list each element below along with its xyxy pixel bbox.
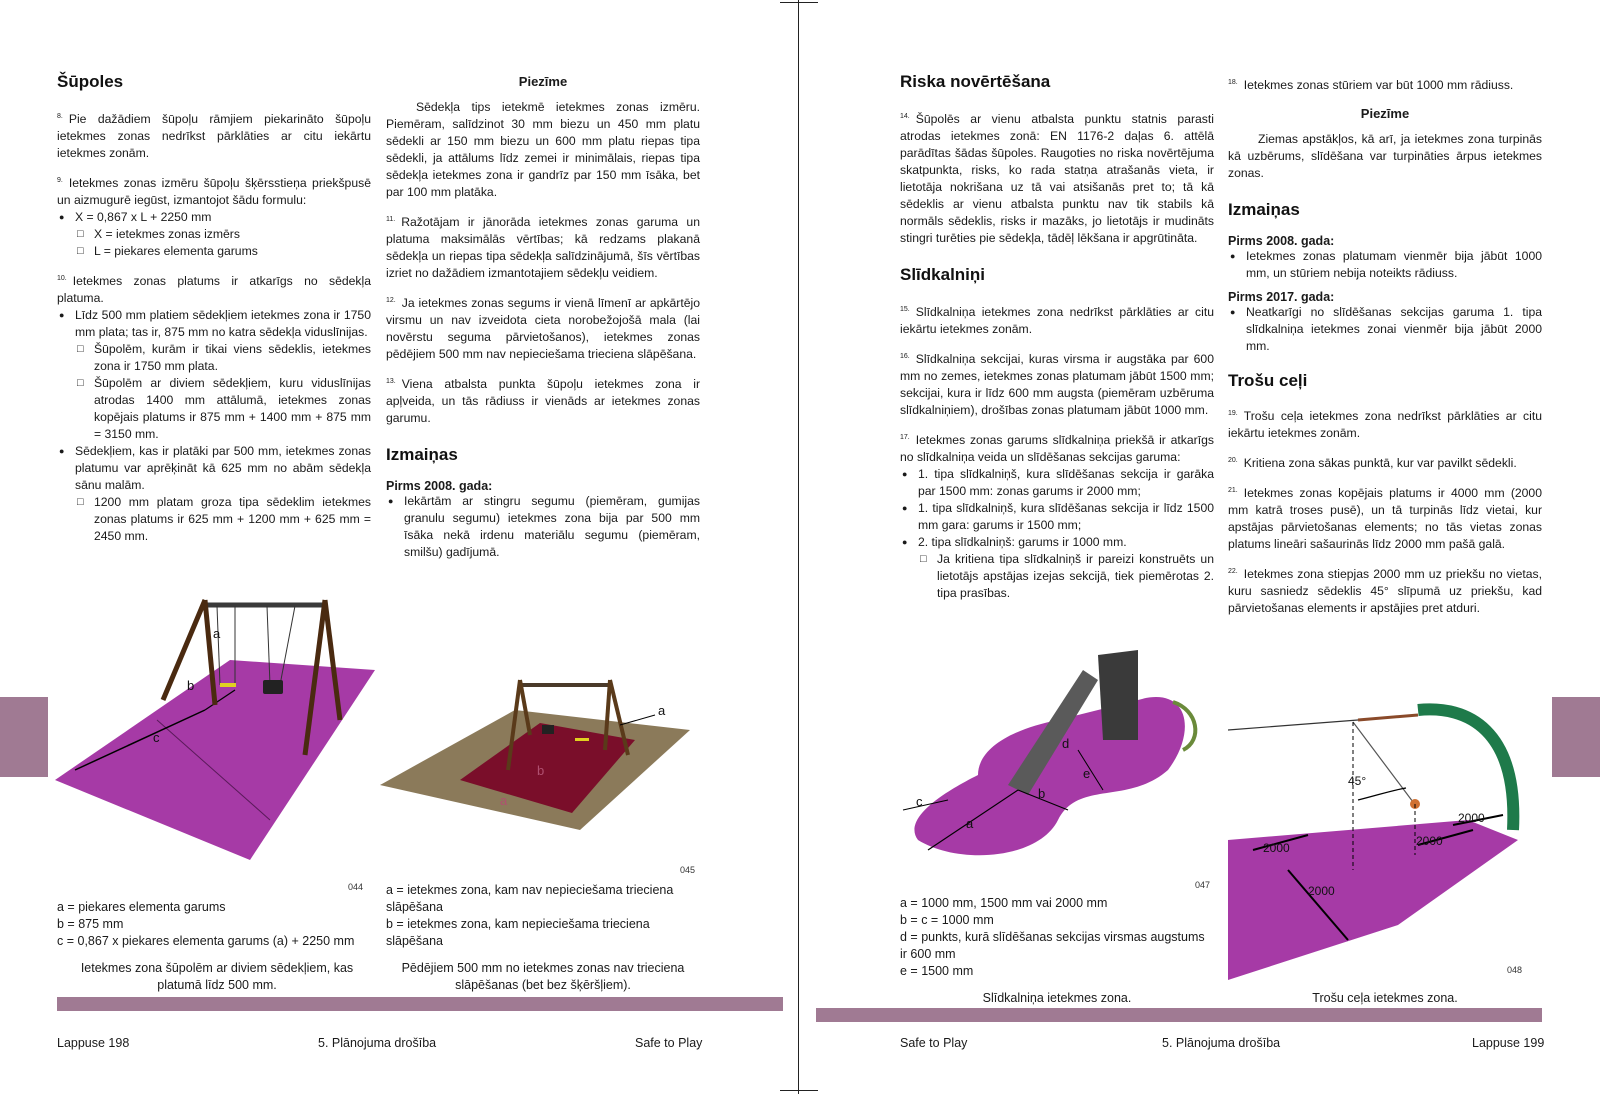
paragraph-9: $^{9.}$ Ietekmes zonas izmēru šūpoļu šķērsstieņa priekšpusē un aizmugurē iegūst, izmantojot šādu formulu: [57,176,371,208]
right-thumb-tab [1552,697,1600,777]
figure-045-swing-sand [380,665,700,865]
label-a-2: a [500,793,508,808]
crop-mark-bottom [780,1090,818,1091]
heading-slides: Slīdkalniņi [900,265,986,285]
figure-044-number: 044 [348,882,364,892]
figure-047-slide [898,630,1218,870]
cradle-seat [263,680,283,694]
change-1: ● Ietekmes zonas platumam vienmēr bija jābūt 1000 mm, un stūriem nebija noteikts rādiuss. [1228,248,1542,282]
figure-047-number: 047 [1195,880,1211,890]
figure-044-legend [57,899,377,950]
paragraph-18: $^{18.}$ Ietekmes zonas stūriem var būt 1000 mm rādiuss. [1228,78,1514,93]
heading-cable: Trošu ceļi [1228,371,1308,391]
bullet-2-sub-1: □ 1200 mm platam groza tipa sēdeklim ietekmes zonas platums ir 625 mm + 1200 mm + 625 mm = 2450 mm. [57,494,371,545]
cradle-seat [542,725,554,734]
spring [1358,715,1418,720]
paragraph-17: $^{17.}$ Ietekmes zonas garums slīdkalniņa priekšā ir atkarīgs no slīdkalniņa veida un slīdēšanas sekcijas garuma: [900,433,1214,465]
left-col1 [57,72,371,545]
slide-tower [1098,650,1138,740]
paragraph-19: $^{19.}$ Trošu ceļa ietekmes zona nedrīkst pārklāties ar citu iekārtu ietekmes zonām. [1228,409,1542,441]
right-footer-brand: Safe to Play [900,1036,968,1050]
paragraph-14: $^{14.}$ Šūpolēs ar vienu atbalsta punktu statnis parasti atrodas ietekmes zonā: EN 1176-2 daļas 6. attēlā parādītas šādas šūpoles. Raugoties no riska novērtējuma skatpunkta, risks, ko rada statņa atrašanās vieta, ir lietotāja nokrišana uz tā vai atsišanās pret to; tā kā sēdeklis ar vienu atbalsta punktu nav tik stabils kā normāls sēdeklis, risks ir mazāks, jo lietotājs ir mudināts stingri turēties pie sēdekļa, tādēļ lēkšana ir apgrūtināta. [900,112,1214,246]
right-col1 [900,72,1214,602]
slide-list [900,466,1214,551]
right-footer-page: Lappuse 199 [1472,1036,1545,1050]
flat-seat [575,738,589,741]
change-2: ● Neatkarīgi no slīdēšanas sekcijas garuma 1. tipa slīdkalniņa ietekmes zonai vienmēr bija jābūt 2000 mm. [1228,304,1542,355]
legend-a: a = 1000 mm, 1500 mm vai 2000 mm [900,896,1108,910]
figure-045-legend [386,882,700,950]
figure-048-number: 048 [1507,965,1523,975]
legend-b: b = 875 mm [57,917,124,931]
bullet-1-sub [57,341,371,443]
paragraph-8: $^{8.}$ Pie dažādiem šūpoļu rāmjiem piekarināto šūpoļu ietekmes zonas nedrīkst pārklāties ar citu iekārtu ietekmes zonām. [57,112,371,161]
dim-label: 2000 [1458,811,1485,825]
width-list [57,307,371,341]
left-footer-band [57,997,783,1011]
legend-a: a = ietekmes zona, kam nav nepieciešama trieciena slāpēšana [386,883,674,914]
label-b: b [1038,786,1046,801]
bullet-2-sub [57,494,371,545]
changes-list-2008 [1228,248,1542,282]
figure-047-caption: Slīdkalniņa ietekmes zona. [982,991,1132,1005]
note-text: Sēdekļa tips ietekmē ietekmes zonas izmēru. Piemēram, salīdzinot 30 mm biezu un 450 mm platu sēdekli ar 150 mm biezu un 600 mm platu riepas tipa sēdekli, ja attālums līdz zemei ir minimālais, riepas tipa sēdekļa ietekmes zona ir gandrīz par 150 mm īsāka, bet par 100 mm platāka. [386,100,700,199]
cable [1228,720,1358,730]
note-title: Piezīme [1360,106,1410,122]
paragraph-22: $^{22.}$ Ietekmes zona stiepjas 2000 mm uz priekšu no vietas, kuru sasniedz sēdeklis 45° slīpumā uz priekšu, kad pārvietošanas elements ir apstājies pret atduri. [1228,567,1542,616]
label-e: e [1083,766,1091,781]
slide-bullet-3-sub: □ Ja kritiena tipa slīdkalniņš ir pareizi konstruēts un lietotājs apstājas izejas sekcijā, tiek piemērotas 2. tipa prasības. [900,551,1214,602]
heading-supoles: Šūpoles [57,72,124,91]
flat-seat [220,683,236,687]
label-a: a [658,703,666,718]
heading-changes: Izmaiņas [1228,200,1300,220]
dim-label: 2000 [1308,884,1335,898]
page-gutter-line [798,0,799,1094]
figure-045-number: 045 [680,865,696,875]
note-title: Piezīme [518,74,568,89]
paragraph-21: $^{21.}$ Ietekmes zonas kopējais platums ir 4000 mm (2000 mm katrā troses pusē), un tā turpinās līdz vietai, kur apstājas pārvietošanas elements; no tās vietas zonas platums lineāri sašaurinās līdz 2000 mm pašā galā. [1228,486,1542,552]
changes-list [386,493,700,561]
paragraph-11: $^{11.}$ Ražotājam ir jānorāda ietekmes zonas garuma un platuma maksimālās vērtības; kā redzams plakanā sēdekļa un riepas tipa sēdekļa salīdzinājumā, šīs vērtības izriet no dažādiem izmantotajiem sēdekļu veidiem. [386,215,700,281]
bullet-1: ● Līdz 500 mm platiem sēdekļiem ietekmes zona ir 1750 mm plata; tas ir, 875 mm no katra sēdekļa viduslīnijas. [57,307,371,341]
legend-c: c = 0,867 x piekares elementa garums (a) + 2250 mm [57,934,355,948]
pointer-line [620,715,655,725]
label-b: b [537,763,545,778]
bullet-1-sub-2: □ Šūpolēm ar diviem sēdekļiem, kuru viduslīnijas atrodas 1400 mm attālumā, ietekmes zonas kopējais platums ir 875 mm + 1400 mm + 875 mm = 3150 mm. [57,375,371,443]
bullet-1-sub-1: □ Šūpolēm, kurām ir tikai viens sēdeklis, ietekmes zona ir 1750 mm plata. [57,341,371,375]
legend-d: d = punkts, kurā slīdēšanas sekcijas virsmas augstums ir 600 mm [900,930,1205,961]
paragraph-16: $^{16.}$ Slīdkalniņa sekcijai, kuras virsma ir augstāka par 600 mm no zemes, ietekmes zonas platumam jābūt 1500 mm; sekcijai, kura ir līdz 600 mm augsta (piemēram uzbēruma slīdkalniņiem), drošības zonas platumam jābūt 1000 mm. [900,352,1214,418]
left-col2 [386,74,700,561]
paragraph-10: $^{10.}$ Ietekmes zonas platums ir atkarīgs no sēdekļa platuma. [57,274,371,306]
legend-b: b = c = 1000 mm [900,913,994,927]
before-2008: Pirms 2008. gada: [386,479,493,494]
dim-label: 2000 [1416,834,1443,848]
right-footer-chapter: 5. Plānojuma drošība [1162,1036,1281,1050]
label-a: a [213,626,221,641]
width-list-2 [57,443,371,494]
formula-vars [57,226,371,260]
figure-044-caption: Ietekmes zona šūpolēm ar diviem sēdekļiem, kas platumā līdz 500 mm. [80,961,354,992]
bullet-2: ● Sēdekļiem, kas ir platāki par 500 mm, ietekmes zonas platumu var aprēķināt kā 625 mm no abām sēdekļa sānu malām. [57,443,371,494]
legend-b: b = ietekmes zona, kam nepieciešama trieciena slāpēšana [386,917,650,948]
right-footer-band [816,1008,1542,1022]
before-2017: Pirms 2017. gada: [1228,290,1335,305]
figure-045-caption: Pēdējiem 500 mm no ietekmes zonas nav trieciena slāpēšanas (bet bez šķēršļiem). [401,961,685,992]
label-d: d [1062,736,1070,751]
legend-a: a = piekares elementa garums [57,900,226,914]
left-footer-brand: Safe to Play [635,1036,703,1050]
change-1: ● Iekārtām ar stingru segumu (piemēram, gumijas granulu segumu) ietekmes zona bija par 500 mm īsāka nekā irdenu materiālu segumu (piemēram, smilšu) gadījumā. [386,493,700,561]
heading-risk: Riska novērtēšana [900,72,1051,91]
formula-list [57,209,371,226]
slide-bullet-3: ● 2. tipa slīdkalniņš: garums ir 1000 mm. [900,534,1214,551]
paragraph-12: $^{12.}$ Ja ietekmes zonas segums ir vienā līmenī ar apkārtējo virsmu un nav izveidota cieta norobežojošā mala (lai novērstu seguma pārvietošanos), ietekmes zonas pēdējiem 500 mm nav nepieciešama trieciena slāpēšana. [386,296,700,362]
before-2008: Pirms 2008. gada: [1228,234,1335,249]
left-footer-page: Lappuse 198 [57,1036,130,1050]
paragraph-20: $^{20.}$ Kritiena zona sākas punktā, kur var pavilkt sēdekli. [1228,456,1517,471]
left-footer-chapter: 5. Plānojuma drošība [318,1036,437,1050]
left-thumb-tab [0,697,48,777]
heading-changes: Izmaiņas [386,445,458,465]
label-b: b [187,678,195,693]
figure-047-legend [900,895,1214,980]
slide-sub-list [900,551,1214,602]
label-c: c [153,730,160,745]
paragraph-13: $^{13.}$ Viena atbalsta punkta šūpoļu ietekmes zona ir apļveida, un tās rādiuss ir vienāds ar ietekmes zonas garumu. [386,377,700,426]
legend-e: e = 1500 mm [900,964,974,978]
figure-044-swing [55,590,375,875]
figure-048-cableway [1228,700,1548,990]
dim-label: 2000 [1263,841,1290,855]
slide-bullet-2: ● 1. tipa slīdkalniņš, kura slīdēšanas sekcija ir līdz 1500 mm gara: garums ir 1500 mm; [900,500,1214,534]
right-col2 [1228,74,1542,617]
slide-bullet-1: ● 1. tipa slīdkalniņš, kura slīdēšanas sekcija ir garāka par 1500 mm: zonas garums ir 2000 mm; [900,466,1214,500]
label-a: a [966,816,974,831]
changes-list-2017 [1228,304,1542,355]
seat-rope [1353,722,1413,802]
note-text: Ziemas apstākļos, kā arī, ja ietekmes zona turpinās kā uzbērums, slīdēšana var turpināties ārpus ietekmes zonas. [1228,132,1542,181]
angle-label: 45° [1348,774,1367,788]
label-c: c [916,794,923,809]
formula: ● X = 0,867 x L + 2250 mm [57,209,371,226]
formula-x: □ X = ietekmes zonas izmērs [57,226,371,243]
paragraph-15: $^{15.}$ Slīdkalniņa ietekmes zona nedrīkst pārklāties ar citu iekārtu ietekmes zonām. [900,305,1214,337]
figure-048-caption: Trošu ceļa ietekmes zona. [1312,991,1458,1005]
crop-mark-top [780,2,818,3]
formula-l: □ L = piekares elementa garums [57,243,371,260]
angle-arc [1358,788,1406,800]
